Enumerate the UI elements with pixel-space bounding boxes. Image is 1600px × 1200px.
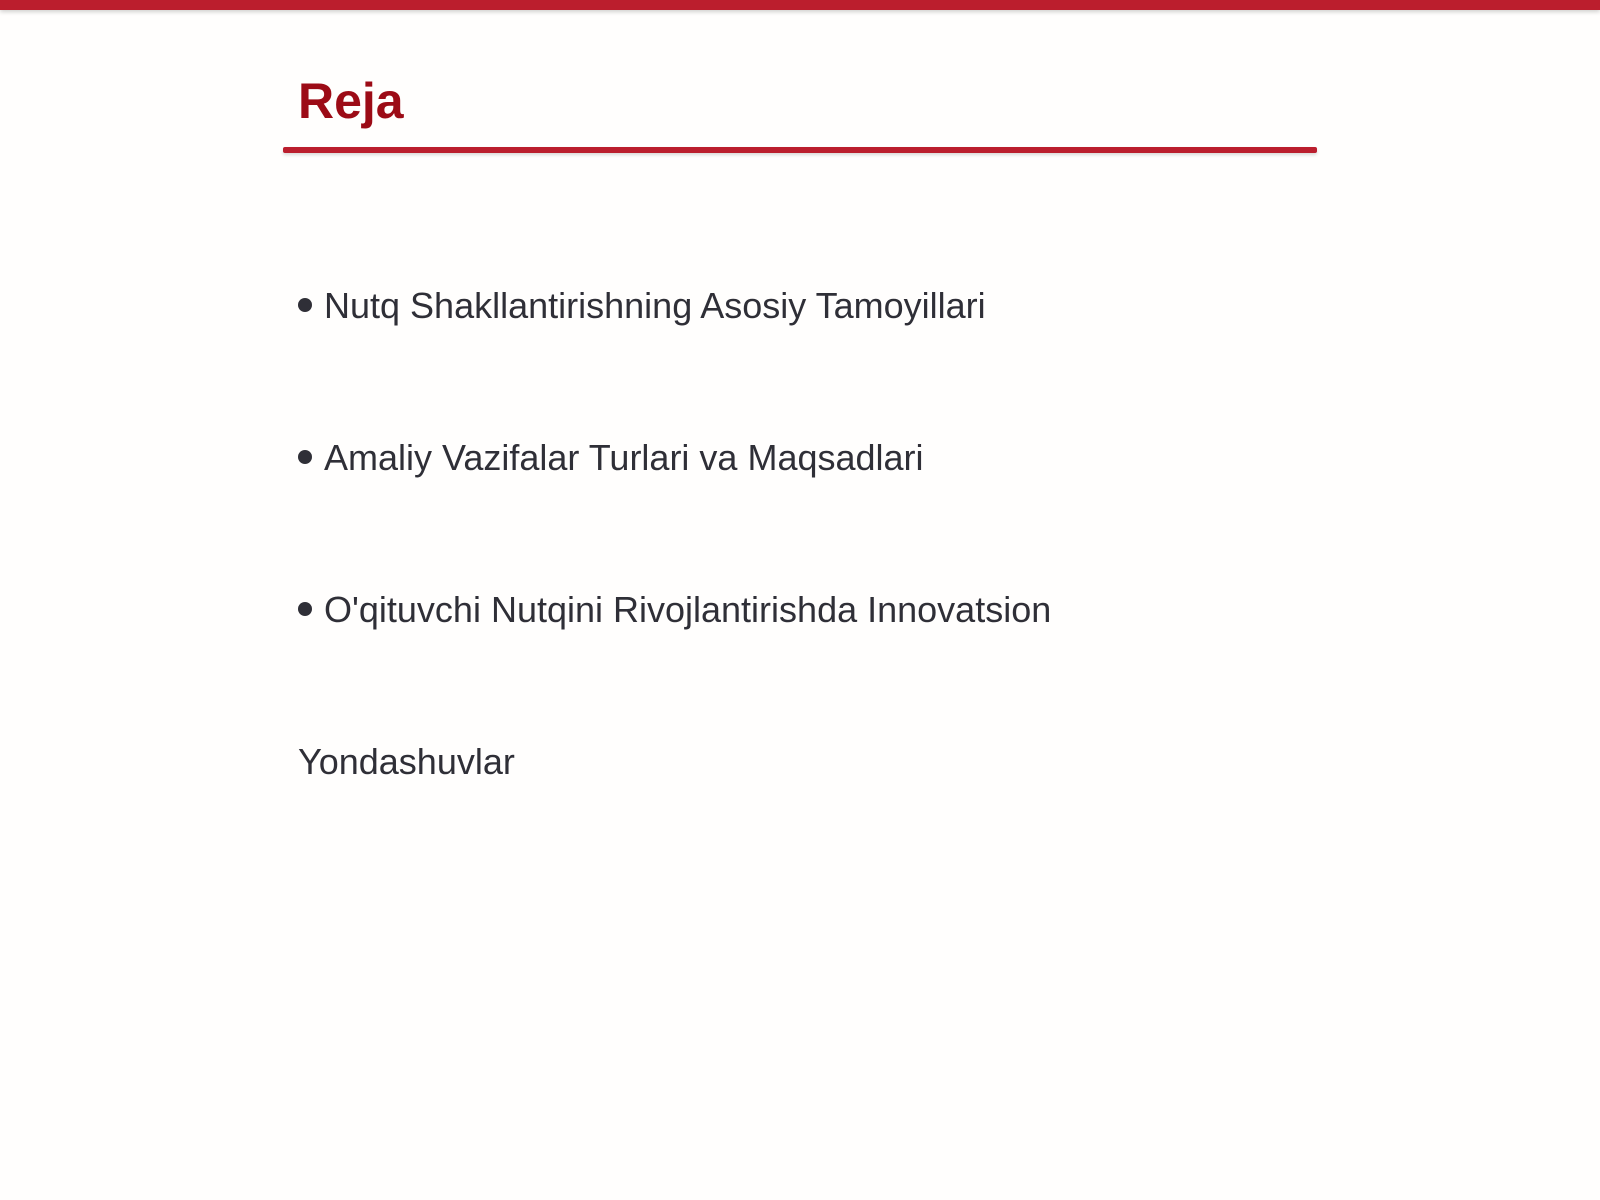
list-item [298, 434, 924, 482]
list-item-text: Yondashuvlar [298, 741, 515, 782]
bullet-icon [298, 450, 312, 464]
list-item-continuation [298, 738, 515, 786]
list-item [298, 586, 1051, 634]
top-accent-bar [0, 0, 1600, 10]
list-item-text: Amaliy Vazifalar Turlari va Maqsadlari [324, 437, 924, 478]
list-item-text: Nutq Shakllantirishning Asosiy Tamoyillari [324, 285, 986, 326]
list-item-text: O'qituvchi Nutqini Rivojlantirishda Innovatsion [324, 589, 1052, 630]
bullet-icon [298, 602, 312, 616]
title-underline [283, 147, 1317, 153]
list-item [298, 282, 986, 330]
slide-title: Reja [298, 73, 404, 129]
bullet-icon [298, 298, 312, 312]
